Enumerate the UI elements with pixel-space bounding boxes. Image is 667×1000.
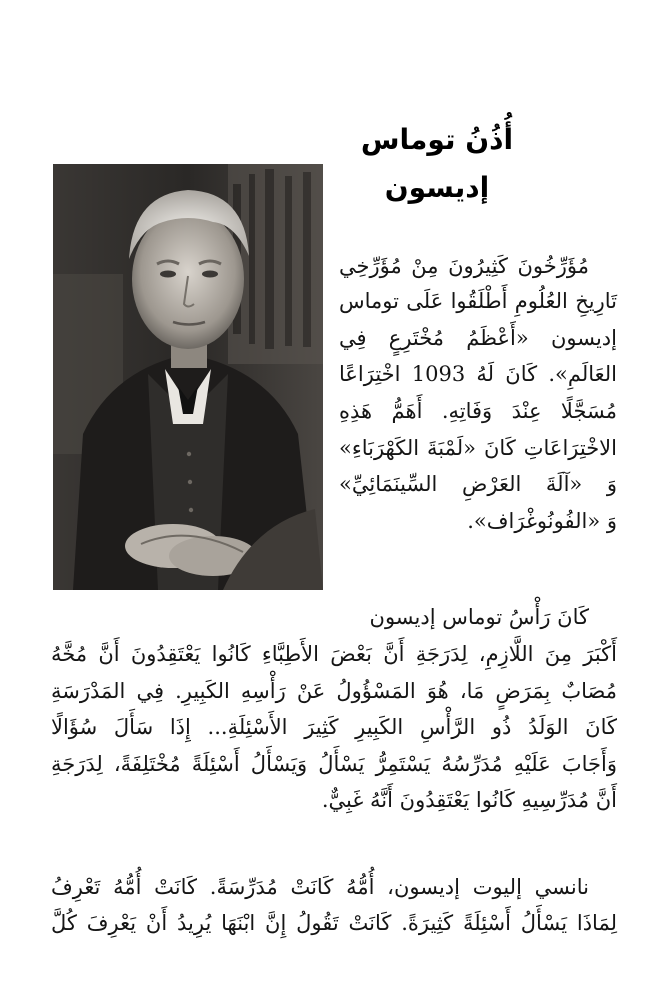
paragraph-1-line-1: مُؤَرِّخُونَ كَثِيرُونَ مِنْ مُؤَرِّخِي: [339, 254, 589, 278]
title-line-2: إديسون: [384, 171, 490, 204]
paragraph-3-line-1: نانسي إليوت إديسون، أُمُّهُ كَانَتْ مُدَرِّسَةً. كَانَتْ أُمُّهُ تَعْرِفُ: [51, 875, 589, 899]
paragraph-2-line-5: وَأَجَابَ عَلَيْهِ مُدَرِّسُهُ يَسْتَمِرُّ يَسْأَلُ وَيَسْأَلُ أَسْئِلَةً مُخْتَلِفَةً، لِدَرَجَةِ: [51, 752, 617, 776]
paragraph-1-line-5: مُسَجَّلًا عِنْدَ وَفَاتِهِ. أَهَمُّ هَذِهِ: [339, 399, 617, 423]
portrait-photo-icon: [53, 164, 323, 590]
portrait-photo: [53, 164, 323, 590]
paragraph-1-line-3: إديسون «أَعْظَمُ مُخْتَرِعٍ فِي: [339, 326, 617, 350]
paragraph-1-line-7: وَ «آلَةَ العَرْضِ السِّينَمَائِيِّ»: [339, 472, 617, 496]
paragraph-1-line-2: تَارِيخِ العُلُومِ أَطْلَقُوا عَلَى توماس: [339, 289, 617, 313]
paragraph-2-line-6: أَنَّ مُدَرِّسِيهِ كَانُوا يَعْتَقِدُونَ أَنَّهُ غَبِيٌّ.: [321, 788, 617, 812]
paragraph-1-line-6: الاخْتِرَاعَاتِ كَانَ «لَمْبَةَ الكَهْرَبَاءِ»: [339, 436, 617, 460]
paragraph-2-line-1: كَانَ رَأْسُ توماس إديسون: [369, 605, 589, 629]
title-line-1: أُذُنُ توماس: [360, 123, 514, 156]
paragraph-2-line-3: مُصَابٌ بِمَرَضٍ مَا، هُوَ المَسْؤُولُ عَنْ رَأْسِهِ الكَبِيرِ. فِي المَدْرَسَةِ: [51, 679, 617, 703]
paragraph-2-line-4: كَانَ الوَلَدُ ذُو الرَّأْسِ الكَبِيرِ كَثِيرَ الأَسْئِلَةِ... إِذَا سَأَلَ سُؤَالًا: [51, 715, 617, 739]
paragraph-2-line-2: أَكْبَرَ مِنَ اللَّازِمِ، لِدَرَجَةِ أَنَّ بَعْضَ الأَطِبَّاءِ كَانُوا يَعْتَقِدُونَ أَنَّ مُخَّهُ: [51, 642, 617, 666]
paragraph-3-line-2: لِمَاذَا يَسْأَلُ أَسْئِلَةً كَثِيرَةً. كَانَتْ تَقُولُ إِنَّ ابْنَهَا يُرِيدُ أَنْ يَعْرِفَ كُلَّ: [51, 911, 617, 935]
paragraph-1-line-4: العَالَمِ». كَانَ لَهُ 1093 اخْتِرَاعًا: [339, 362, 617, 386]
paragraph-1-line-8: وَ «الفُونُوغْرَاف».: [467, 509, 617, 533]
